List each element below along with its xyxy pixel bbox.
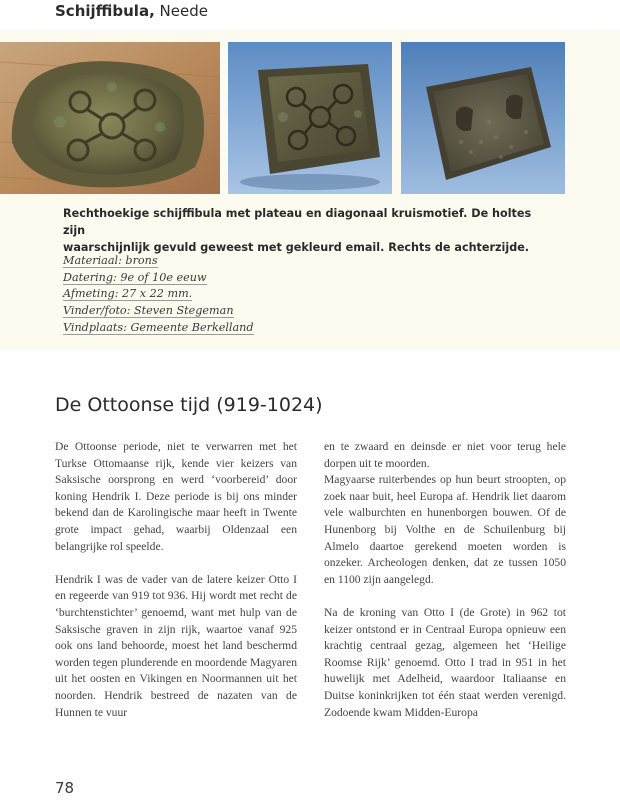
object-details [63, 253, 254, 336]
paragraph: Hendrik I was de vader van de latere keizer Otto I en regeerde van 919 tot 936. Hij wordt met recht de ‘burchtenstichter’ genoemd, want met hulp van de Saksische graven in zijn rijk, waartoe vanaf 925 ook ons land behoorde, moest het land beschermd worden tegen plunderende en moordende Magyaren uit het oosten en Vikingen en Noormannen uit het noorden. Hendrik bestreed de nazaten van de Hunnen te vuur [55, 572, 297, 719]
dating-field: Datering: 9e of 10e eeuw [63, 270, 207, 284]
right-text-column [324, 439, 566, 738]
paragraph: en te zwaard en deinsde er niet voor terug hele dorpen uit te moorden. [324, 440, 566, 470]
header-title: Schijffibula, [55, 2, 155, 20]
paragraph: Magyaarse ruiterbendes op hun beurt stroopten, op zoek naar buit, heel Europa af. Hendrik liet daarom vele walburchten en hunenborgen bouwen. Of de Hunenborg bij Volthe en de Schuilenburg bij Almelo daartoe gerekend moeten worden is onzeker. Archeologen denken, dat ze tussen 1050 en 1100 zijn aangelegd. [324, 473, 566, 586]
front-view-photo [0, 42, 220, 194]
caption-line: Rechthoekige schijffibula met plateau en diagonaal kruismotief. De holtes zijn [63, 207, 532, 237]
section-title: De Ottoonse tijd (919-1024) [55, 394, 323, 416]
running-header [55, 2, 208, 20]
caption-line: waarschijnlijk gevuld geweest met gekleurd email. Rechts de achterzijde. [63, 241, 530, 254]
header-place: Neede [159, 2, 208, 20]
paragraph: De Ottoonse periode, niet te verwarren met het Turkse Ottomaanse rijk, kende vier keizers van Saksische oorsprong en werd ‘voorbereid’ door koning Hendrik I. Deze periode is bij ons minder bekend dan de Karolingische maar heeft in Twente grote impact gehad, waarbij Oldenzaal een belangrijke rol speelde. [55, 440, 297, 553]
page-number: 78 [55, 779, 75, 797]
material-field: Materiaal: brons [63, 254, 158, 267]
front-view-blue-background-photo [228, 42, 392, 194]
paragraph: Na de kroning van Otto I (de Grote) in 962 tot keizer ontstond er in Centraal Europa opnieuw een krachtig centraal gezag, algemeen het ‘Heilige Roomse Rijk’ genoemd. Otto I trad in 951 in het huwelijk met Adelheid, waardoor Italiaanse en Duitse koninkrijken tot één staat werden verenigd. Zodoende kwam Midden-Europa [324, 605, 566, 719]
photo-caption [63, 205, 543, 256]
location-field: Vindplaats: Gemeente Berkelland [63, 320, 254, 334]
left-text-column [55, 439, 297, 738]
finder-field: Vinder/foto: Steven Stegeman [63, 304, 234, 318]
back-view-photo [401, 42, 565, 194]
size-field: Afmeting: 27 x 22 mm. [63, 287, 193, 301]
